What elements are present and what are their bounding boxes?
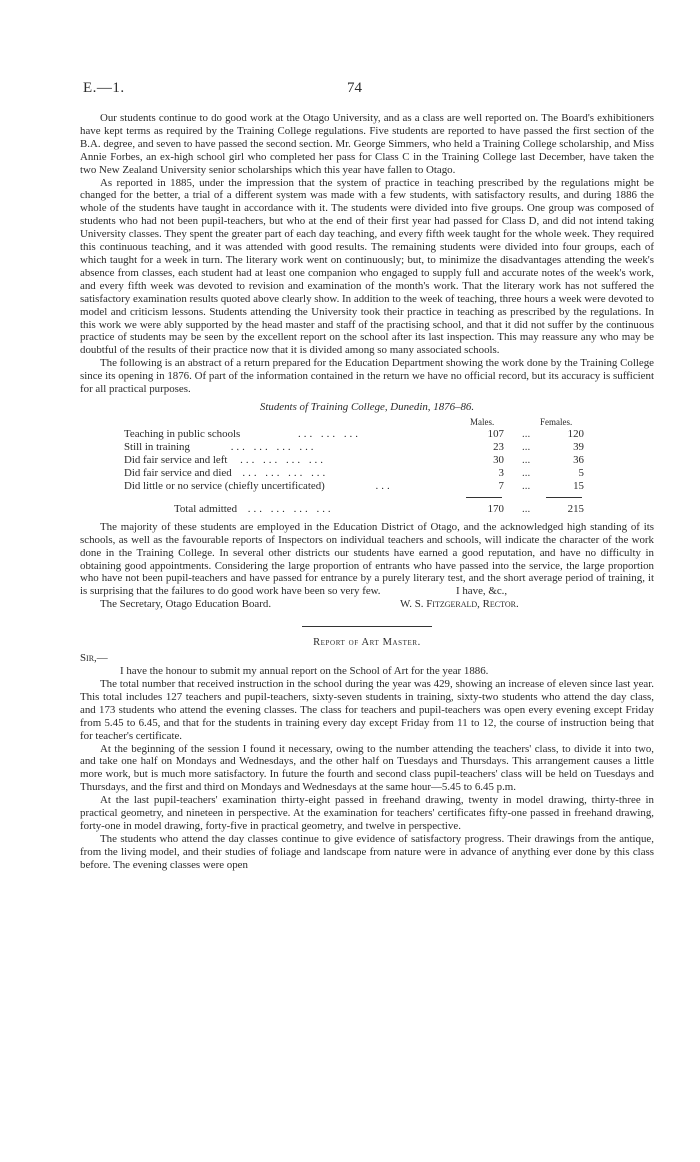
paragraph-art-intro: I have the honour to submit my annual report on the School of Art for the year 1886. — [120, 665, 489, 678]
paragraph-art-exams: At the last pupil-teachers' examination thirty-eight passed in freehand drawing, twenty in model drawing, thirty-three in practical geometry, and nineteen in perspective. At the examination for teachers' certificates fifty-one passed in freehand drawing, forty-one in model drawing, forty-five in practical geometry, and twelve in perspective. — [80, 794, 654, 832]
closing-signature-row — [80, 598, 654, 611]
paragraph-art-session: At the beginning of the session I found it necessary, owing to the number attending the teachers' class, to divide it into two, and take one half on Mondays and Wednesdays, and the other half on Tuesdays and Thursdays. This arrangement causes a little more work, but is much more satisfactory. In future the fourth and second class pupil-teachers' class will be held on Tuesdays and Thursdays, and the first and third on Mondays and Wednesdays at the same hour—5.45 to 6.45 p.m. — [80, 742, 654, 794]
page-header — [83, 80, 640, 102]
addressee: The Secretary, Otago Education Board. — [100, 598, 272, 611]
table-row — [124, 480, 604, 493]
row-males: 3 — [498, 466, 504, 479]
signature: W. S. Fitzgerald, Rector. — [400, 598, 519, 611]
page-body — [80, 112, 654, 872]
students-table — [80, 416, 654, 521]
table-row — [124, 454, 604, 467]
total-rule-females — [546, 497, 582, 498]
row-males: 107 — [487, 427, 504, 440]
paragraph-art-total: The total number that received instruction in the school during the year was 429, showing an increase of eleven since last year. This total includes 127 teachers and pupil-teachers, sixty-seven students in training, sixty-two students who attend the day class, and 173 students who attend the evening classes. The class for teachers and pupil-teachers was open every evening except Friday from 5.45 to 6.45, and that for the students in training every day except Friday from 11 to 12, the course of instruction being that for teacher's certificate. — [80, 678, 654, 742]
row-males: 30 — [493, 453, 504, 466]
closing-ihave-row — [80, 585, 654, 598]
row-separator: ... — [522, 466, 531, 479]
table-title: Students of Training College, Dunedin, 1876–86. — [259, 400, 475, 413]
table-row — [124, 467, 604, 480]
row-label: Did little or no service (chiefly uncertificated) ... — [124, 479, 393, 492]
salutation: Sir,— — [80, 652, 108, 665]
paragraph-abstract-intro: The following is an abstract of a return prepared for the Education Department showing the work done by the Training College since its opening in 1876. Of part of the information contained in the return we have no official record, but its accuracy is sufficient for all practical purposes. — [80, 357, 654, 396]
row-separator: ... — [522, 453, 531, 466]
closing-ihave: I have, &c., — [456, 585, 508, 598]
section-title: Report of Art Master. — [313, 637, 421, 649]
paragraph-majority: The majority of these students are employed in the Education District of Otago, and the acknowledged high standing of its schools, as well as the favourable reports of Inspectors on individual teachers and schools, will indicate the character of the work done in the Training College. In several other districts our students have earned a good reputation, and have no difficulty in obtaining good appointments. Considering the large proportion of entrants who have passed into the service, the large proportion who have not been pupil-teachers and have passed for entrance by a purely literary test, and the short average period of training, it is surprising that the failures to do good work have been so very few. — [80, 520, 654, 598]
column-header-females: Females. — [540, 416, 573, 427]
row-label: Teaching in public schools ... ... ... — [124, 427, 361, 440]
row-label: Still in training ... ... ... ... — [124, 440, 317, 453]
report-code: E.—1. — [83, 80, 125, 96]
total-rule-males — [466, 497, 502, 498]
total-separator: ... — [522, 502, 531, 515]
row-label: Did fair service and died ... ... ... ... — [124, 466, 329, 479]
total-label: Total admitted ... ... ... ... — [174, 502, 334, 515]
table-row — [124, 428, 604, 441]
row-females: 120 — [567, 427, 584, 440]
paragraph-art-day-classes: The students who attend the day classes continue to give evidence of satisfactory progress. Their drawings from the antique, from the living model, and their studies of foliage and landscape from nature were in advance of anything ever done by this class before. The evening classes were open — [80, 832, 654, 871]
column-header-males: Males. — [470, 416, 495, 427]
total-females: 215 — [567, 502, 584, 515]
row-females: 39 — [573, 440, 584, 453]
row-label: Did fair service and left ... ... ... ... — [124, 453, 326, 466]
row-separator: ... — [522, 479, 531, 492]
row-separator: ... — [522, 427, 531, 440]
paragraph-practice-system: As reported in 1885, under the impression that the system of practice in teaching prescribed by the regulations might be changed for the better, a trial of a different system was made with a few students, with satisfactory results, and during 1886 the whole of the students have taught in accordance with it. The students were divided into five groups. One group was composed of students who had not been pupil-teachers, but who at the end of their first year had passed for Class D, and did not intend taking University classes. They spent the greater part of each day teaching, and every fifth week taught for the whole week. They required this continuous teaching, and it was attended with good results. The remaining students were divided into four groups, each of which taught for a week in turn. The literary work went on continuously; but, to minimize the disadvantages attending the week's absence from classes, each student had at least one companion who engaged to supply full and accurate notes of the week's work, and every fifth week was devoted to revision and examination of the month's work. That the literary work has not suffered the satisfactory examination results quoted above clearly show. In addition to the week of teaching, three hours a week were devoted to model and criticism lessons. Students attending the University took their practice in teaching as prescribed by the regulations. In this work we were ably supported by the head master and staff of the practising school, and that it did not suffer by the continuous practice of students may be seen by the excellent report on the school after its last inspection. This may reassure any who may be doubtful of the results of their practice now that it is divided among so many associated schools. — [80, 176, 654, 357]
table-row — [124, 441, 604, 454]
paragraph-university: Our students continue to do good work at the Otago University, and as a class are well reported on. The Board's exhibitioners have kept terms as required by the Training College regulations. Five students are reported to have passed the first section of the B.A. degree, and seven to have passed the second section. Mr. George Simmers, who held a Training College scholarship, and Miss Annie Forbes, an ex-high school girl who completed her pass for Class C in the Training College last December, have taken the two New Zealand University senior scholarships which this year have fallen to Otago. — [80, 112, 654, 176]
page-number: 74 — [347, 80, 362, 96]
row-males: 7 — [498, 479, 504, 492]
row-females: 5 — [578, 466, 584, 479]
section-divider — [302, 626, 432, 627]
row-separator: ... — [522, 440, 531, 453]
total-males: 170 — [487, 502, 504, 515]
row-females: 15 — [573, 479, 584, 492]
row-females: 36 — [573, 453, 584, 466]
table-total-row — [124, 503, 604, 516]
row-males: 23 — [493, 440, 504, 453]
